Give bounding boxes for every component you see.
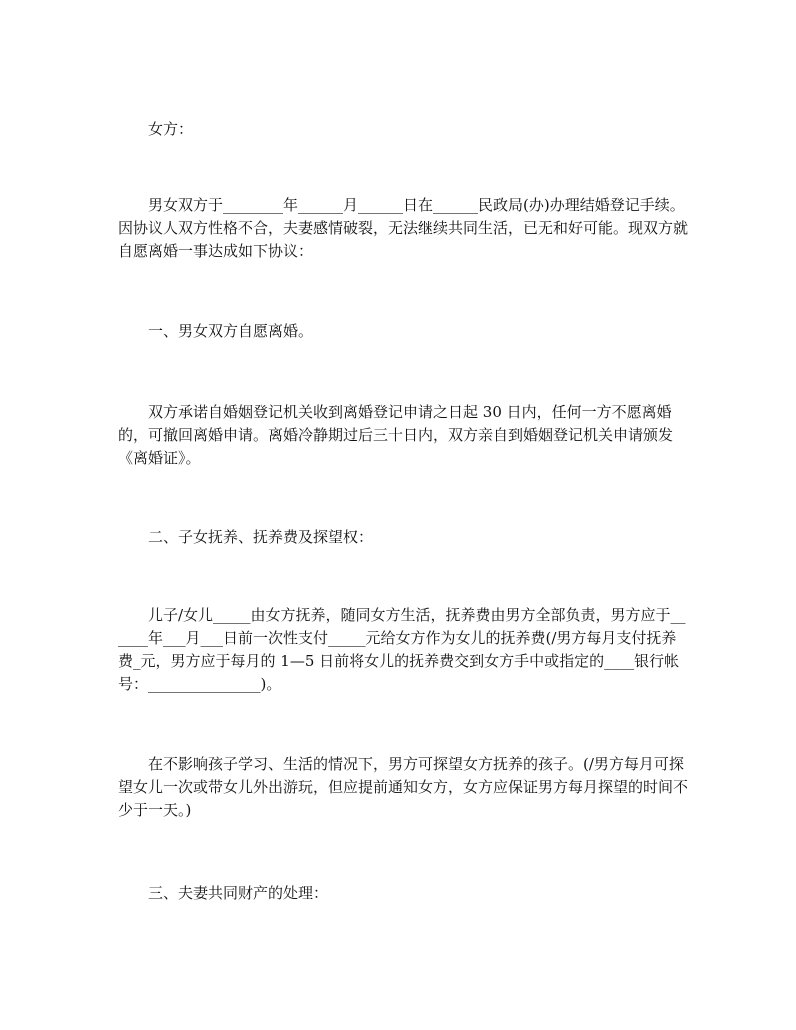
paragraph-child-support: 儿子/女儿_____由女方抚养，随同女方生活，抚养费由男方全部负责，男方应于______年___月___日前一次性支付_____元给女方作为女儿的抚养费(/男方每月支付抚养费_元，男方应于每月的 1—5 日前将女儿的抚养费交到女方手中或指定的____银行帐号：_______________)。 [118, 606, 686, 693]
paragraph-visitation: 在不影响孩子学习、生活的情况下，男方可探望女方抚养的孩子。(/男方每月可探望女儿一次或带女儿外出游玩，但应提前通知女方，女方应保证男方每月探望的时间不少于一天。) [118, 755, 689, 819]
paragraph-marriage-registration: 男女双方于________年______月______日在______民政局(办)办理结婚登记手续。因协议人双方性格不合，夫妻感情破裂，无法继续共同生活，已无和好可能。现双方就自愿离婚一事达成如下协议： [118, 196, 689, 260]
heading-section-3: 三、夫妻共同财产的处理： [148, 884, 329, 902]
paragraph-party-female: 女方： [148, 120, 194, 138]
paragraph-cooling-off: 双方承诺自婚姻登记机关收到离婚登记申请之日起 30 日内，任何一方不愿离婚的，可撤回离婚申请。离婚冷静期过后三十日内，双方亲自到婚姻登记机关申请颁发《离婚证》。 [118, 403, 674, 467]
heading-section-1: 一、男女双方自愿离婚。 [148, 322, 314, 340]
heading-section-2: 二、子女抚养、抚养费及探望权： [148, 528, 374, 546]
